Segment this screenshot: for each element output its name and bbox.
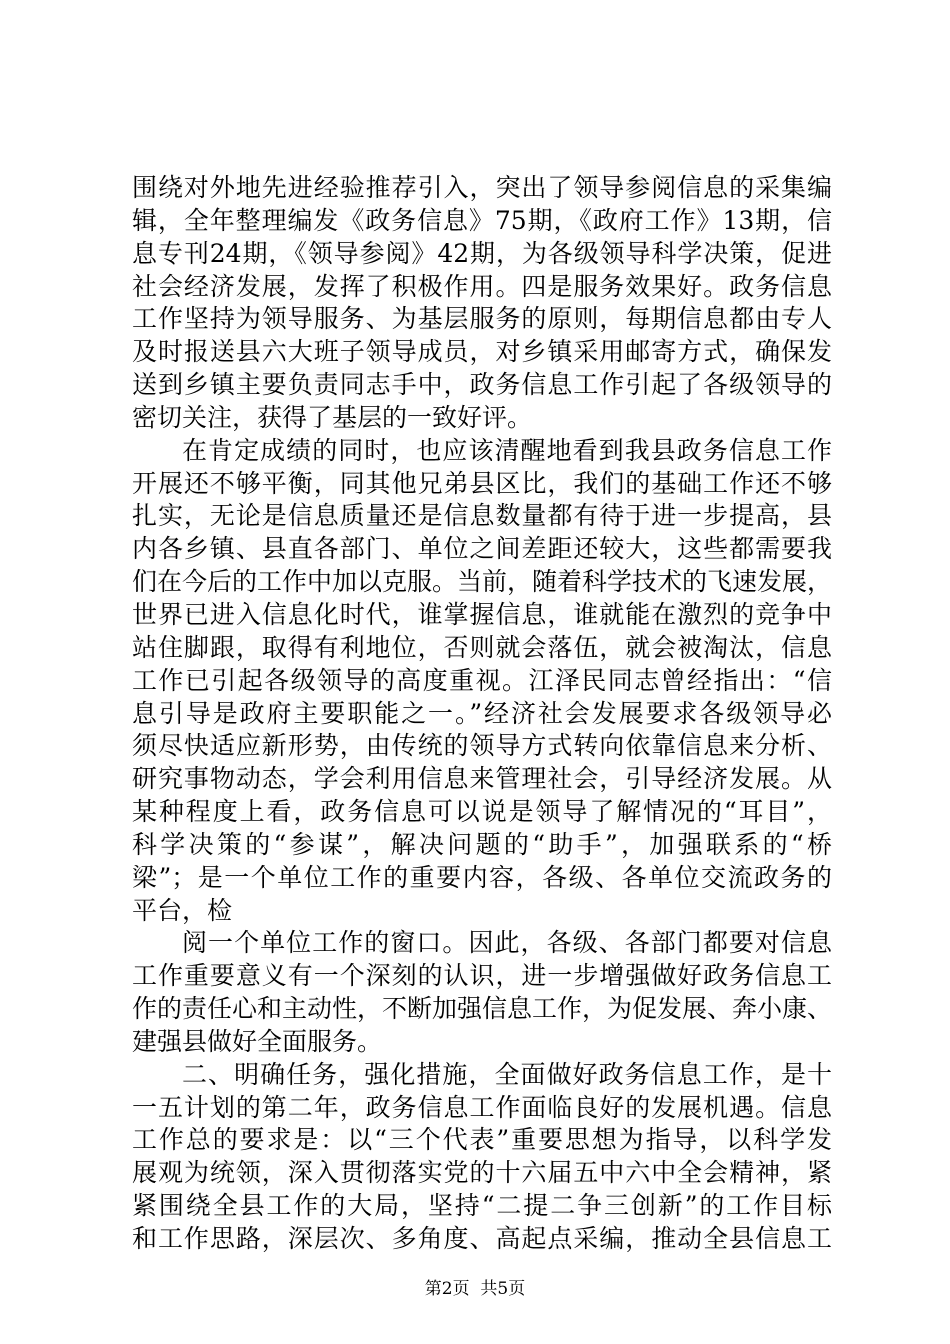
page-footer: 第2页 共5页 [424,1279,526,1299]
text-line: 工作坚持为领导服务、为基层服务的原则，每期信息都由专人 [132,304,832,334]
text-line: 和工作思路，深层次、多角度、高起点采编，推动全县信息工 [132,1224,832,1253]
body-text [132,172,832,1256]
text-line: 在肯定成绩的同时，也应该清醒地看到我县政务信息工作 [182,435,832,465]
text-line: 密切关注，获得了基层的一致好评。 [132,402,533,432]
text-line: 工作重要意义有一个深刻的认识，进一步增强做好政务信息工 [132,961,832,991]
text-line: 研究事物动态，学会利用信息来管理社会，引导经济发展。从 [132,764,832,794]
text-line: 科学决策的“参谋”，解决问题的“助手”，加强联系的“桥 [132,829,832,859]
text-line: 一五计划的第二年，政务信息工作面临良好的发展机遇。信息 [132,1092,832,1122]
text-line: 息引导是政府主要职能之一。”经济社会发展要求各级领导必 [132,698,832,728]
text-line: 紧围绕全县工作的大局，坚持“二提二争三创新”的工作目标 [132,1191,832,1221]
text-line: 息专刊24期，《领导参阅》42期，为各级领导科学决策，促进 [132,238,832,268]
text-line: 某种程度上看，政务信息可以说是领导了解情况的“耳目”， [132,797,832,827]
text-line: 工作已引起各级领导的高度重视。江泽民同志曾经指出：“信 [132,665,832,695]
text-line: 梁”；是一个单位工作的重要内容，各级、各单位交流政务的 [132,862,832,892]
text-line: 社会经济发展，发挥了积极作用。四是服务效果好。政务信息 [132,271,832,301]
text-line: 扎实，无论是信息质量还是信息数量都有待于进一步提高，县 [132,501,832,531]
text-line: 展观为统领，深入贯彻落实党的十六届五中六中全会精神，紧 [132,1158,832,1188]
text-line: 世界已进入信息化时代，谁掌握信息，谁就能在激烈的竞争中 [132,599,832,629]
text-line: 们在今后的工作中加以克服。当前，随着科学技术的飞速发展， [132,567,833,597]
text-line: 送到乡镇主要负责同志手中，政务信息工作引起了各级领导的 [132,370,832,400]
text-line: 辑，全年整理编发《政务信息》75期，《政府工作》13期，信 [132,205,832,235]
text-line: 须尽快适应新形势，由传统的领导方式转向依靠信息来分析、 [132,731,832,761]
text-line: 及时报送县六大班子领导成员，对乡镇采用邮寄方式，确保发 [132,337,832,367]
text-line: 阅一个单位工作的窗口。因此，各级、各部门都要对信息 [182,928,832,958]
text-line: 开展还不够平衡，同其他兄弟县区比，我们的基础工作还不够 [132,468,832,498]
text-line: 站住脚跟，取得有利地位，否则就会落伍，就会被淘汰，信息 [132,632,832,662]
text-line: 内各乡镇、县直各部门、单位之间差距还较大，这些都需要我 [132,534,832,564]
text-line: 围绕对外地先进经验推荐引入，突出了领导参阅信息的采集编 [132,173,832,202]
text-line: 工作总的要求是：以“三个代表”重要思想为指导，以科学发 [132,1125,832,1155]
text-line: 作的责任心和主动性，不断加强信息工作，为促发展、奔小康、 [132,994,833,1024]
text-line: 二、明确任务，强化措施，全面做好政务信息工作，是十 [182,1059,832,1089]
text-line: 平台，检 [132,895,233,925]
text-line: 建强县做好全面服务。 [132,1026,383,1056]
